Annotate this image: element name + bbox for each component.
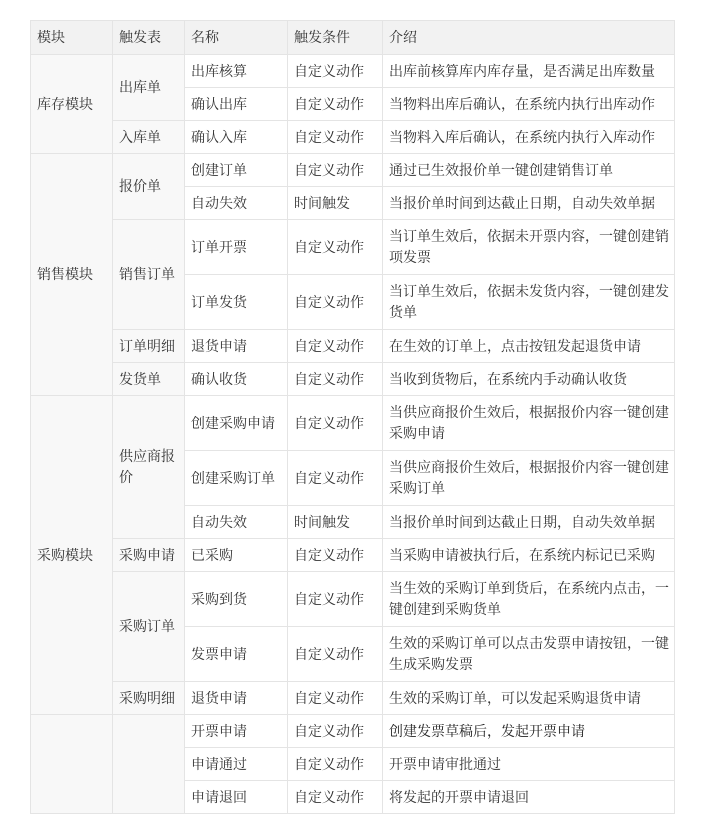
trigger-table-cell: 采购订单 <box>113 572 185 682</box>
intro-cell: 出库前核算库内库存量，是否满足出库数量 <box>383 55 675 88</box>
name-cell: 自动失效 <box>185 506 288 539</box>
trigger-table-cell: 入库单 <box>113 121 185 154</box>
table-row <box>31 220 675 275</box>
trigger-table-cell: 供应商报价 <box>113 396 185 539</box>
condition-cell: 自定义动作 <box>288 627 383 682</box>
intro-cell: 当订单生效后，依据未开票内容，一键创建销项发票 <box>383 220 675 275</box>
trigger-table-cell: 销售订单 <box>113 220 185 330</box>
table-row <box>31 363 675 396</box>
intro-cell: 当供应商报价生效后，根据报价内容一键创建采购申请 <box>383 396 675 451</box>
name-cell: 采购到货 <box>185 572 288 627</box>
condition-cell: 自定义动作 <box>288 451 383 506</box>
trigger-table-cell: 出库单 <box>113 55 185 121</box>
name-cell: 创建采购申请 <box>185 396 288 451</box>
condition-cell: 自定义动作 <box>288 682 383 715</box>
module-cell: 销售模块 <box>31 154 113 396</box>
intro-cell: 当采购申请被执行后，在系统内标记已采购 <box>383 539 675 572</box>
name-cell: 确认收货 <box>185 363 288 396</box>
intro-cell: 当订单生效后，依据未发货内容，一键创建发货单 <box>383 275 675 330</box>
condition-cell: 自定义动作 <box>288 748 383 781</box>
trigger-table-cell: 发货单 <box>113 363 185 396</box>
header-trigger-condition: 触发条件 <box>288 21 383 55</box>
intro-cell: 当物料入库后确认，在系统内执行入库动作 <box>383 121 675 154</box>
name-cell: 订单发货 <box>185 275 288 330</box>
trigger-table-cell: 订单明细 <box>113 330 185 363</box>
header-module: 模块 <box>31 21 113 55</box>
intro-cell: 开票申请审批通过 <box>383 748 675 781</box>
name-cell: 发票申请 <box>185 627 288 682</box>
intro-cell: 通过已生效报价单一键创建销售订单 <box>383 154 675 187</box>
condition-cell: 自定义动作 <box>288 396 383 451</box>
name-cell: 创建订单 <box>185 154 288 187</box>
intro-cell: 当报价单时间到达截止日期，自动失效单据 <box>383 187 675 220</box>
condition-cell: 自定义动作 <box>288 154 383 187</box>
condition-cell: 自定义动作 <box>288 539 383 572</box>
table-row <box>31 121 675 154</box>
condition-cell: 自定义动作 <box>288 781 383 814</box>
table-row <box>31 572 675 627</box>
table-row <box>31 396 675 451</box>
module-cell <box>31 715 113 814</box>
condition-cell: 自定义动作 <box>288 572 383 627</box>
name-cell: 自动失效 <box>185 187 288 220</box>
table-row <box>31 330 675 363</box>
name-cell: 出库核算 <box>185 55 288 88</box>
intro-cell: 在生效的订单上，点击按钮发起退货申请 <box>383 330 675 363</box>
intro-cell: 当生效的采购订单到货后，在系统内点击，一键创建到采购货单 <box>383 572 675 627</box>
name-cell: 申请通过 <box>185 748 288 781</box>
table-row <box>31 715 675 748</box>
condition-cell: 自定义动作 <box>288 55 383 88</box>
condition-cell: 自定义动作 <box>288 88 383 121</box>
name-cell: 退货申请 <box>185 682 288 715</box>
header-intro: 介绍 <box>383 21 675 55</box>
condition-cell: 自定义动作 <box>288 330 383 363</box>
name-cell: 退货申请 <box>185 330 288 363</box>
trigger-table-cell <box>113 715 185 814</box>
condition-cell: 时间触发 <box>288 187 383 220</box>
name-cell: 确认入库 <box>185 121 288 154</box>
intro-cell: 当供应商报价生效后，根据报价内容一键创建采购订单 <box>383 451 675 506</box>
condition-cell: 自定义动作 <box>288 363 383 396</box>
name-cell: 确认出库 <box>185 88 288 121</box>
header-trigger-table: 触发表 <box>113 21 185 55</box>
intro-cell: 将发起的开票申请退回 <box>383 781 675 814</box>
name-cell: 开票申请 <box>185 715 288 748</box>
table-header-row <box>31 21 675 55</box>
table-row <box>31 55 675 88</box>
table-row <box>31 682 675 715</box>
name-cell: 已采购 <box>185 539 288 572</box>
condition-cell: 自定义动作 <box>288 220 383 275</box>
intro-cell: 当收到货物后，在系统内手动确认收货 <box>383 363 675 396</box>
name-cell: 订单开票 <box>185 220 288 275</box>
intro-cell: 当报价单时间到达截止日期，自动失效单据 <box>383 506 675 539</box>
condition-cell: 时间触发 <box>288 506 383 539</box>
header-name: 名称 <box>185 21 288 55</box>
name-cell: 申请退回 <box>185 781 288 814</box>
trigger-table-cell: 报价单 <box>113 154 185 220</box>
intro-cell: 生效的采购订单，可以发起采购退货申请 <box>383 682 675 715</box>
module-cell: 采购模块 <box>31 396 113 715</box>
module-cell: 库存模块 <box>31 55 113 154</box>
condition-cell: 自定义动作 <box>288 275 383 330</box>
condition-cell: 自定义动作 <box>288 715 383 748</box>
trigger-table-cell: 采购申请 <box>113 539 185 572</box>
table-row <box>31 539 675 572</box>
intro-cell: 当物料出库后确认，在系统内执行出库动作 <box>383 88 675 121</box>
intro-cell: 创建发票草稿后，发起开票申请 <box>383 715 675 748</box>
intro-cell: 生效的采购订单可以点击发票申请按钮，一键生成采购发票 <box>383 627 675 682</box>
name-cell: 创建采购订单 <box>185 451 288 506</box>
trigger-table-cell: 采购明细 <box>113 682 185 715</box>
condition-cell: 自定义动作 <box>288 121 383 154</box>
table-container <box>30 20 674 814</box>
table-row <box>31 154 675 187</box>
trigger-table <box>30 20 675 814</box>
